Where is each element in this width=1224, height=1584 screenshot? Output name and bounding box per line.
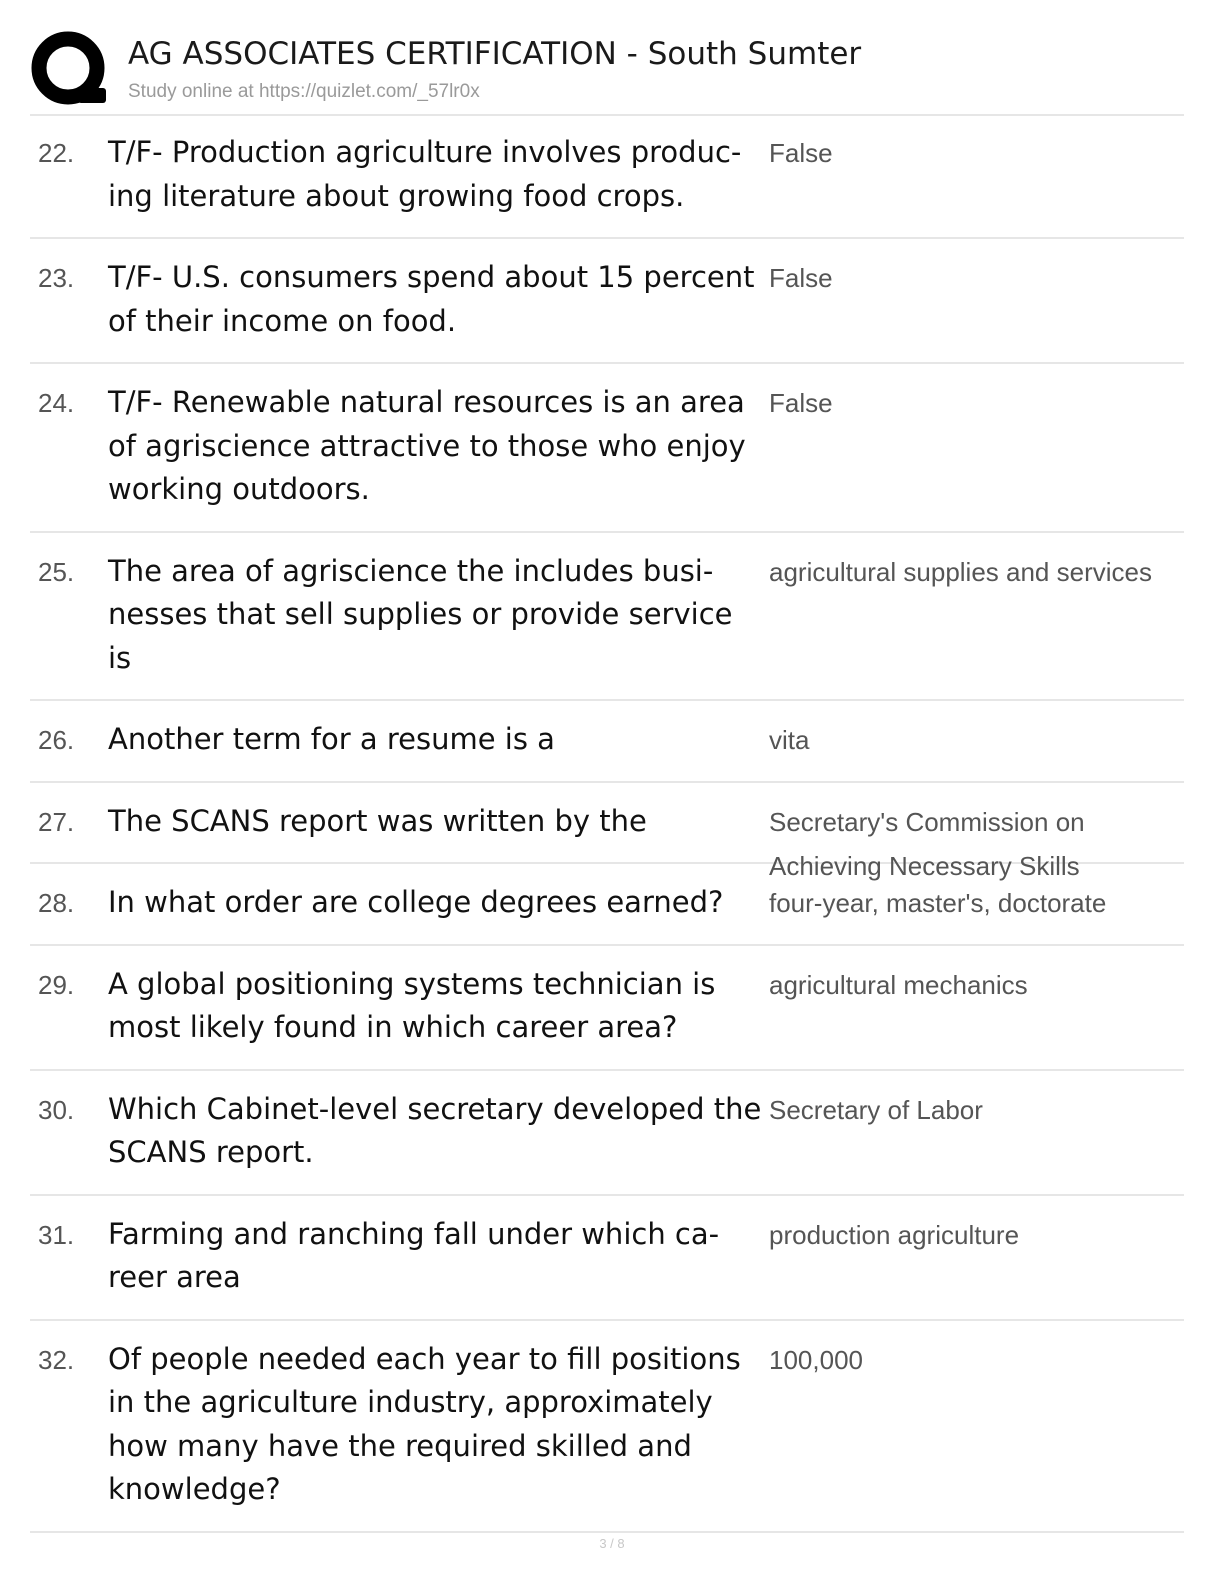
card-definition: False xyxy=(769,388,833,418)
flashcard-row xyxy=(30,946,1184,1071)
card-number: 27. xyxy=(38,806,75,837)
flashcard-row xyxy=(30,1321,1184,1533)
card-term: Of people needed each year to fill positions in the agriculture industry, approximately how many have the required skilled and knowledge? xyxy=(108,1341,741,1506)
card-number: 28. xyxy=(38,888,75,918)
flashcard-row xyxy=(30,239,1184,364)
flashcard-row xyxy=(30,364,1184,533)
card-term: T/F- Production agriculture involves produc-ing literature about growing food crops. xyxy=(108,135,742,213)
card-number: 30. xyxy=(38,1094,75,1125)
card-number: 24. xyxy=(38,388,75,418)
card-term: In what order are college degrees earned? xyxy=(108,885,724,919)
card-number: 25. xyxy=(38,556,75,587)
card-definition: False xyxy=(769,263,833,293)
card-term: Farming and ranching fall under which ca-reer area xyxy=(108,1216,720,1294)
page-title: AG ASSOCIATES CERTIFICATION - South Sumter xyxy=(128,36,862,72)
page-number: 3 / 8 xyxy=(599,1536,625,1551)
card-definition: production agriculture xyxy=(769,1219,1020,1250)
page-header xyxy=(30,28,1184,116)
card-definition: four-year, master's, doctorate xyxy=(769,888,1107,918)
flashcard-row xyxy=(30,864,1184,946)
quizlet-logo-icon xyxy=(30,30,110,110)
card-definition: vita xyxy=(769,725,810,755)
card-definition: 100,000 xyxy=(769,1344,863,1375)
flashcard-row xyxy=(30,114,1184,239)
card-definition: agricultural mechanics xyxy=(769,969,1028,1000)
card-number: 29. xyxy=(38,969,75,1000)
card-number: 32. xyxy=(38,1344,75,1375)
card-term: A global positioning systems technician is most likely found in which career area? xyxy=(108,966,716,1044)
flashcard-row xyxy=(30,533,1184,702)
card-number: 22. xyxy=(38,138,75,168)
flashcard-row xyxy=(30,701,1184,783)
flashcard-row xyxy=(30,1196,1184,1321)
card-term: The SCANS report was written by the xyxy=(108,803,647,838)
card-definition: agricultural supplies and services xyxy=(769,556,1152,587)
card-definition: Secretary's Commission on Achieving Necessary Skills xyxy=(769,806,1085,881)
card-number: 26. xyxy=(38,725,75,755)
card-number: 31. xyxy=(38,1219,75,1250)
card-definition: Secretary of Labor xyxy=(769,1094,983,1125)
card-term: The area of agriscience the includes busi-nesses that sell supplies or provide service is xyxy=(108,553,733,675)
flashcard-row xyxy=(30,783,1184,881)
card-term: T/F- U.S. consumers spend about 15 percent of their income on food. xyxy=(108,260,755,338)
flashcard-list xyxy=(30,114,1184,1533)
card-number: 23. xyxy=(38,263,75,293)
card-definition: False xyxy=(769,138,833,168)
card-term: Which Cabinet-level secretary developed the SCANS report. xyxy=(108,1091,762,1169)
study-link[interactable]: Study online at https://quizlet.com/_57lr0x xyxy=(128,81,480,102)
card-term: Another term for a resume is a xyxy=(108,722,555,756)
flashcard-row xyxy=(30,1071,1184,1196)
card-term: T/F- Renewable natural resources is an area of agriscience attractive to those who enjoy working outdoors. xyxy=(108,385,746,506)
